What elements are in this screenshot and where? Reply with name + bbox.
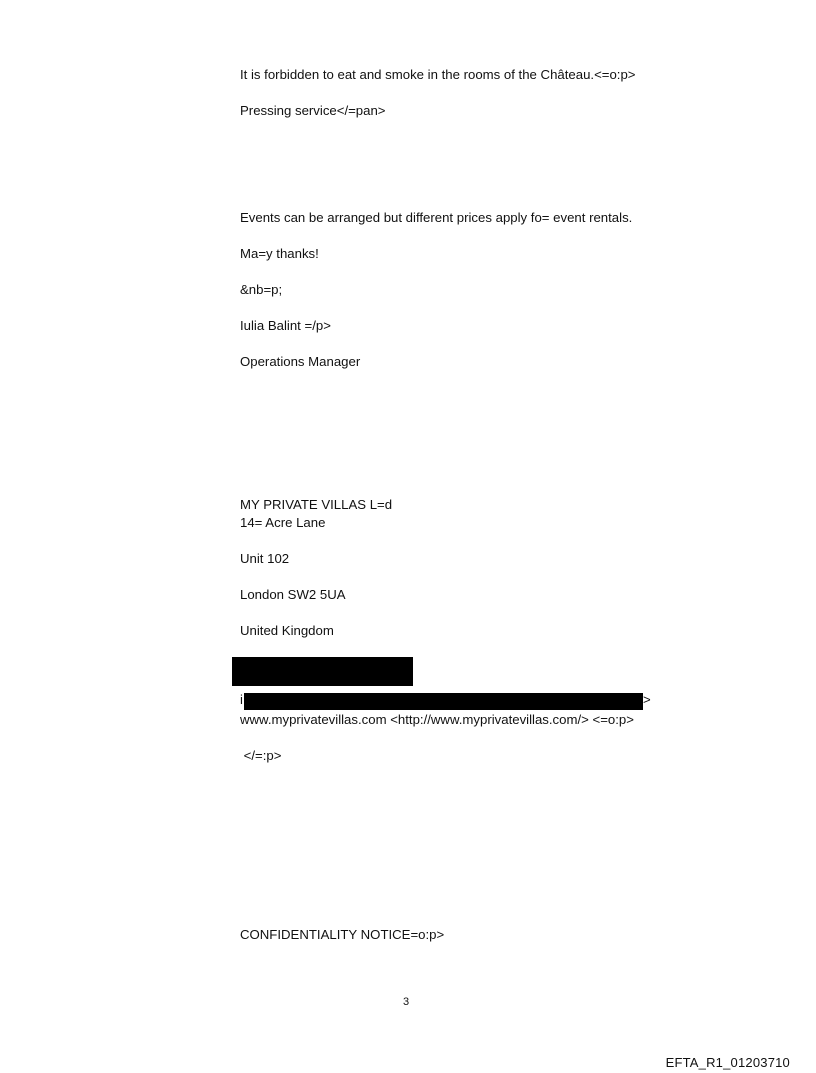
email-suffix: >: [643, 692, 651, 707]
events-line: Events can be arranged but different prices apply fo= event rentals.: [240, 210, 633, 225]
address-unit: Unit 102: [240, 551, 290, 566]
address-country: United Kingdom: [240, 623, 334, 638]
no-eating-smoking-line: It is forbidden to eat and smoke in the rooms of the Château.<=o:p>: [240, 67, 636, 82]
redaction-block-email: [244, 693, 643, 710]
thanks-line: Ma=y thanks!: [240, 246, 319, 261]
confidentiality-notice: CONFIDENTIALITY NOTICE=o:p>: [240, 927, 445, 942]
closing-tag-line: </=:p>: [240, 748, 282, 763]
signature-title: Operations Manager: [240, 354, 361, 369]
page-number: 3: [403, 996, 410, 1008]
bates-number: EFTA_R1_01203710: [665, 1055, 790, 1070]
pressing-service-line: Pressing service</=pan>: [240, 103, 386, 118]
email-prefix: i: [240, 692, 243, 707]
address-city: London SW2 5UA: [240, 587, 346, 602]
website-line: www.myprivatevillas.com <http://www.myprivatevillas.com/> <=o:p>: [240, 712, 634, 727]
company-name: MY PRIVATE VILLAS L=d: [240, 497, 393, 512]
nbsp-artifact-line: &nb=p;: [240, 282, 283, 297]
address-street: 14= Acre Lane: [240, 515, 326, 530]
signature-name: Iulia Balint =/p>: [240, 318, 331, 333]
redaction-block-phone: [232, 657, 413, 686]
